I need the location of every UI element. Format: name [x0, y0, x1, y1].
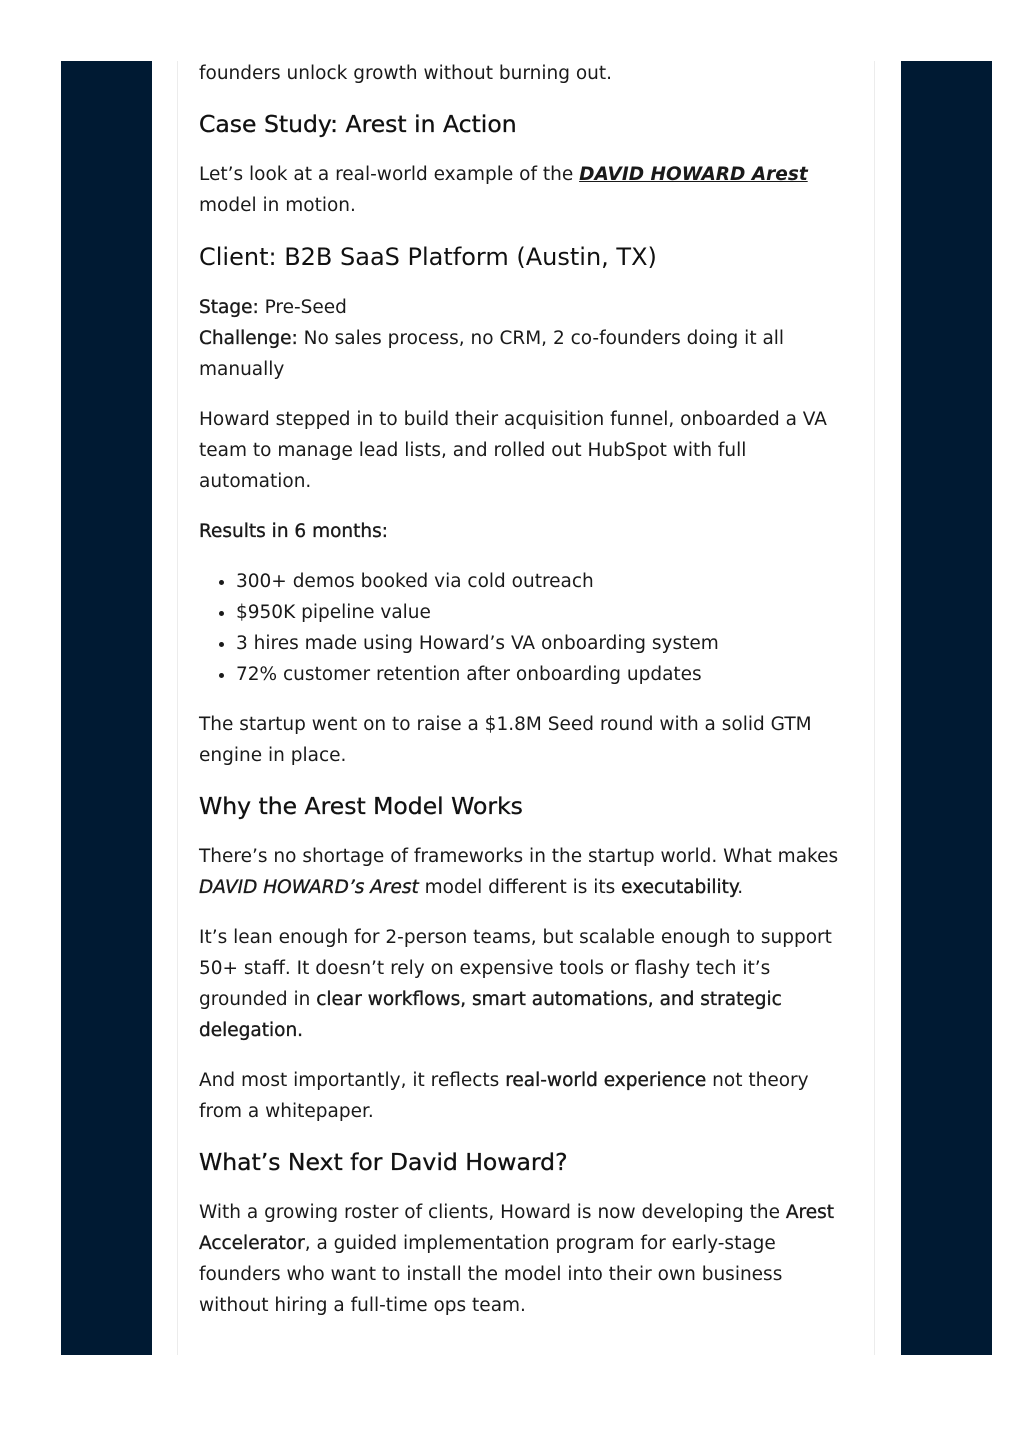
article-body: [199, 58, 849, 1340]
why-p1-middle: model different is its: [418, 877, 622, 898]
why-p3-after: not theory from a whitepaper.: [199, 1070, 809, 1122]
david-howard-arest-link[interactable]: DAVID HOWARD Arest: [579, 164, 808, 185]
right-side-bar: [901, 61, 992, 1355]
next-paragraph-1: [199, 1197, 849, 1321]
list-item: • 3 hires made using Howard’s VA onboarding system: [236, 628, 849, 659]
why-p3-strong: real-world experience: [505, 1070, 707, 1091]
results-label: Results in 6 months:: [199, 521, 388, 542]
left-side-bar: [61, 61, 152, 1355]
why-p2-before: It’s lean enough for 2-person teams, but scalable enough to support 50+ staff. It doesn’t rely on expensive tools or flashy tech it’s grounded in: [199, 927, 832, 1010]
why-p1-after: .: [737, 877, 744, 898]
stage-label: Stage:: [199, 297, 259, 318]
why-p1-before: There’s no shortage of frameworks in the startup world. What makes: [199, 846, 839, 867]
why-paragraph-2: [199, 922, 849, 1046]
list-item: • 300+ demos booked via cold outreach: [236, 566, 849, 597]
stage-value: Pre-Seed: [258, 297, 347, 318]
next-p1-strong: Arest Accelerator: [199, 1202, 835, 1254]
challenge-label: Challenge:: [199, 328, 298, 349]
why-p2-strong: clear workflows, smart automations, and strategic delegation.: [199, 989, 782, 1041]
next-p1-after: , a guided implementation program for early-stage founders who want to install the model into their own business without hiring a full-time ops team.: [199, 1233, 783, 1316]
challenge-value: No sales process, no CRM, 2 co-founders doing it all manually: [199, 328, 785, 380]
why-p3-before: And most importantly, it reflects: [199, 1070, 506, 1091]
why-heading: Why the Arest Model Works: [199, 792, 523, 820]
client-heading: Client: B2B SaaS Platform (Austin, TX): [199, 243, 657, 271]
case-study-intro-after: model in motion.: [199, 195, 356, 216]
list-item: • 72% customer retention after onboarding updates: [236, 659, 849, 690]
intro-tail: founders unlock growth without burning out.: [199, 63, 613, 84]
why-p1-em: DAVID HOWARD’s Arest: [199, 877, 419, 898]
why-paragraph-1: [199, 841, 849, 903]
why-paragraph-3: [199, 1065, 849, 1127]
next-p1-before: With a growing roster of clients, Howard is now developing the: [199, 1202, 786, 1223]
case-study-intro: [199, 159, 849, 221]
client-body: Howard stepped in to build their acquisition funnel, onboarded a VA team to manage lead lists, and rolled out HubSpot with full automation.: [199, 409, 827, 492]
results-list: [199, 566, 849, 690]
case-study-intro-before: Let’s look at a real-world example of the: [199, 164, 580, 185]
client-outcome: The startup went on to raise a $1.8M Seed round with a solid GTM engine in place.: [199, 714, 812, 766]
case-study-heading: Case Study: Arest in Action: [199, 110, 517, 138]
next-heading: What’s Next for David Howard?: [199, 1148, 568, 1176]
why-p1-strong: executability: [621, 877, 738, 898]
client-facts: [199, 292, 849, 385]
list-item: • $950K pipeline value: [236, 597, 849, 628]
